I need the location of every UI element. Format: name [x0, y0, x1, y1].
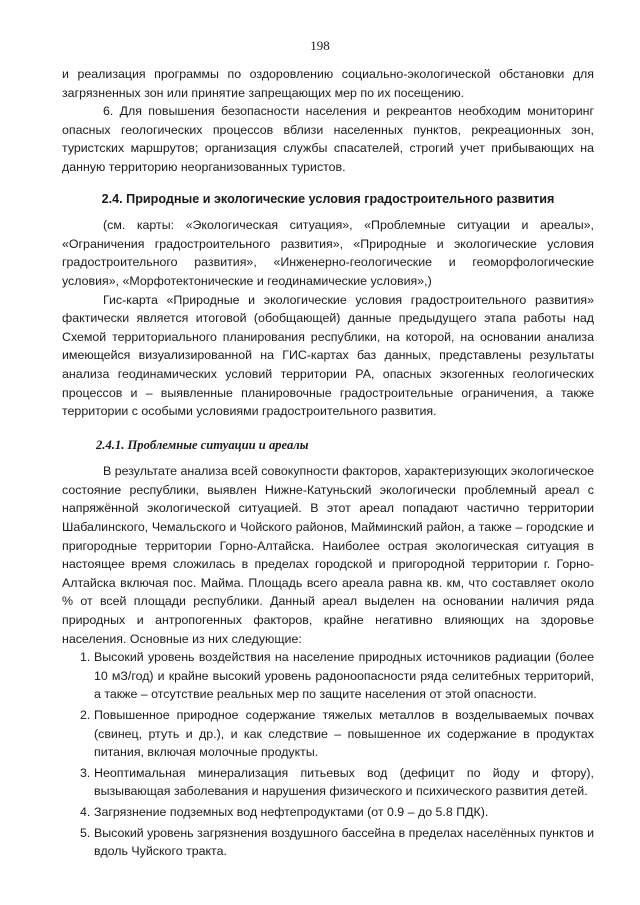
list-item-number: 4.: [80, 804, 91, 819]
list-item: [62, 764, 594, 801]
section-heading: 2.4. Природные и экологические условия градостроительного развития: [101, 191, 555, 206]
list-item-text: Повышенное природное содержание тяжелых металлов в возделываемых почвах (свинец, ртуть и др.), и как следствие – повышенное их содержание в продуктах питания, включая молочные продукты.: [94, 708, 594, 760]
list-item-number: 1.: [80, 650, 91, 665]
list-item-text: Высокий уровень загрязнения воздушного бассейна в пределах населённых пунктов и вдоль Чуйского тракта.: [94, 825, 594, 859]
list-item: [62, 803, 594, 822]
list-item: [62, 824, 594, 861]
page-body: [62, 65, 594, 863]
list-item-number: 5.: [80, 825, 91, 840]
list-item-text: Неоптимальная минерализация питьевых вод (дефицит по йоду и фтору), вызывающая заболевания и нарушения физического и психического развития детей.: [94, 765, 594, 799]
list-item-text: Загрязнение подземных вод нефтепродуктами (от 0.9 – до 5.8 ПДК).: [94, 804, 489, 819]
list-item-number: 3.: [80, 765, 91, 780]
list-item-text: Высокий уровень воздействия на население природных источников радиации (более 10 мЗ/год) и крайне высокий уровень радоноопасности ряда селитебных территорий, а также – отсутствие реальных мер по защите населения от этой опасности.: [94, 650, 594, 702]
list-item: [62, 706, 594, 762]
subsection-heading: 2.4.1. Проблемные ситуации и ареалы: [96, 437, 309, 452]
paragraph-analysis: В результате анализа всей совокупности факторов, характеризующих экологическое состояние республики, выявлен Нижне-Катуньский экологически проблемный ареал с напряжённой экологической ситуацией. В этот ареал попадают частично территории Шабалинского, Чемальского и Чойского районов, Майминский район, а также – городские и пригородные территории Горно-Алтайска. Наиболее острая экологическая ситуация в настоящее время сложилась в пределах городской и пригородной территории г. Горно-Алтайска включая пос. Майма. Площадь всего ареала равна кв. км, что составляет около % от всей площади республики. Данный ареал выделен на основании наличия ряда природных и антропогенных факторов, крайне негативно влияющих на здоровье населения. Основные из них следующие:: [62, 464, 594, 646]
list-item-number: 2.: [80, 708, 91, 722]
paragraph-intro-continuation: и реализация программы по оздоровлению социально-экологической обстановки для загрязненных зон или принятие запрещающих мер по их посещению.: [62, 67, 594, 100]
paragraph-item-6: 6. Для повышения безопасности населения и рекреантов необходим мониторинг опасных геологических процессов вблизи населенных пунктов, рекреационных зон, туристских маршрутов; организация службы спасателей, строгий учет прибывающих на данную территорию неорганизованных туристов.: [62, 104, 594, 174]
list-item: [62, 648, 594, 704]
paragraph-gis-map: Гис-карта «Природные и экологические условия градостроительного развития» фактически является итоговой (обобщающей) данные предыдущего этапа работы над Схемой территориального планирования республики, на которой, на основании анализа имеющейся визуализированной на ГИС-картах баз данных, представлены результаты анализа геодинамических условий территории РА, опасных экзогенных геологических процессов и – выявленные планировочные градостроительные ограничения, а также территории с особыми условиями градостроительного развития.: [62, 292, 594, 419]
paragraph-maps-reference: (см. карты: «Экологическая ситуация», «Проблемные ситуации и ареалы», «Ограничения градостроительного развития», «Природные и экологические условия градостроительного развития», «Инженерно-геологические и геоморфологические условия», «Морфотектонические и геодинамические условия»,): [62, 218, 594, 288]
factors-list: [62, 648, 594, 861]
page-number: 198: [310, 38, 330, 53]
